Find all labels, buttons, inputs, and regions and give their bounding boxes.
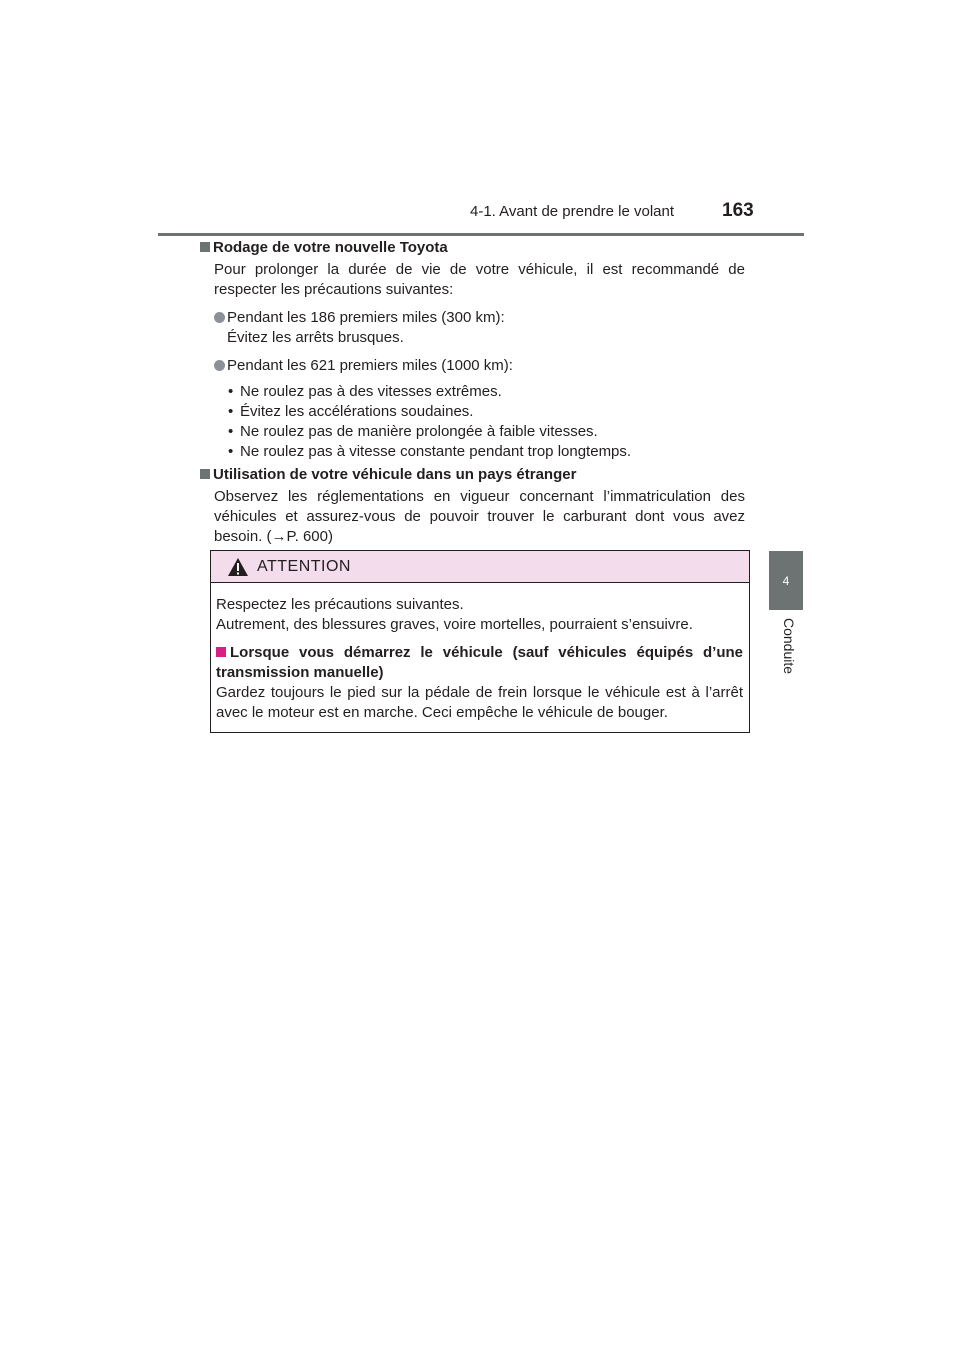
chapter-number: 4 [782, 573, 790, 588]
square-bullet-icon [216, 647, 226, 657]
chapter-tab [769, 551, 803, 610]
break-in-intro: Pour prolonger la durée de vie de votre véhicule, il est recommandé de respecter les précautions suivantes: [214, 261, 745, 298]
warning-body [211, 583, 749, 723]
dot-bullet-icon [214, 360, 225, 371]
warning-header [211, 551, 749, 583]
header-rule [158, 233, 804, 236]
section-heading-abroad: Utilisation de votre véhicule dans un pays étranger [200, 464, 745, 485]
sub-list [228, 382, 745, 462]
list-item-detail: Évitez les arrêts brusques. [227, 329, 404, 346]
chapter-label: Conduite [781, 618, 797, 675]
square-bullet-icon [200, 242, 210, 252]
list-item-title: Pendant les 621 premiers miles (1000 km): [227, 357, 513, 374]
section-heading-break-in: Rodage de votre nouvelle Toyota [200, 237, 745, 258]
main-content [212, 237, 745, 547]
page-number: 163 [722, 200, 754, 221]
section-title: 4-1. Avant de prendre le volant [470, 203, 675, 220]
dot-bullet-icon [214, 312, 225, 323]
warning-title: ATTENTION [257, 557, 351, 575]
list-item-title: Pendant les 186 premiers miles (300 km): [227, 309, 505, 326]
sub-list-item: • Ne roulez pas à des vitesses extrêmes. [228, 383, 502, 400]
list-item [214, 356, 745, 376]
warning-triangle-icon [227, 557, 249, 577]
square-bullet-icon [200, 469, 210, 479]
warning-line: Respectez les précautions suivantes. [216, 596, 464, 613]
warning-line: Autrement, des blessures graves, voire mortelles, pourraient s’ensuivre. [216, 616, 693, 633]
sub-list-item: • Ne roulez pas à vitesse constante pendant trop longtemps. [228, 443, 632, 460]
warning-subheading: Lorsque vous démarrez le véhicule (sauf véhicules équipés d’une transmission manuelle) [216, 644, 743, 681]
abroad-text: Observez les réglementations en vigueur concernant l’immatriculation des véhicules et assurez-vous de pouvoir trouver le carburant dont vous avez besoin. (→P. 600) [214, 488, 745, 545]
warning-subtext: Gardez toujours le pied sur la pédale de frein lorsque le véhicule est à l’arrêt avec le moteur est en marche. Ceci empêche le véhicule de bouger. [216, 684, 743, 721]
sub-list-item: • Évitez les accélérations soudaines. [228, 403, 474, 420]
sub-list-item: • Ne roulez pas de manière prolongée à faible vitesses. [228, 423, 598, 440]
warning-box [210, 550, 750, 733]
list-item [214, 308, 745, 348]
